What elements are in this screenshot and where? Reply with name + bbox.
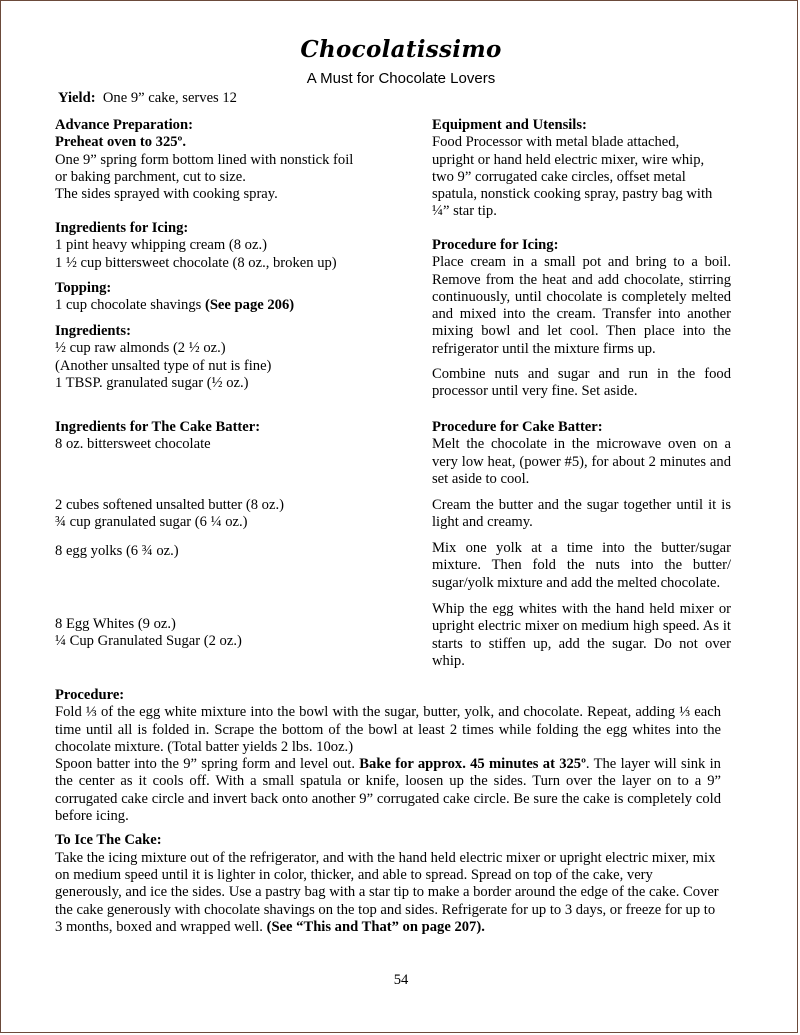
- yolk-step: [432, 540, 731, 592]
- advance-line: One 9” spring form bottom lined with nonstick foil: [55, 151, 354, 168]
- cream-step-text: Cream the butter and the sugar together until it is light and creamy.: [432, 497, 731, 531]
- batter-ingredients-heading: Ingredients for The Cake Batter:: [55, 419, 261, 435]
- procedure-heading: Procedure:: [55, 687, 125, 703]
- ingredients-heading: Ingredients:: [55, 323, 131, 339]
- procedure-icing-section: [432, 237, 731, 358]
- yield-line: [58, 90, 237, 107]
- to-ice-step: [55, 850, 721, 936]
- ingredient-line: 8 oz. bittersweet chocolate: [55, 436, 211, 453]
- ingredient-line: 8 egg yolks (6 ¾ oz.): [55, 543, 179, 559]
- whip-step-text: Whip the egg whites with the hand held mixer or upright electric mixer on medium high speed. As it starts to stiffen up, add the sugar. Do not over whip.: [432, 601, 731, 669]
- equipment-heading: Equipment and Utensils:: [432, 117, 587, 133]
- fold-step-text: Fold ⅓ of the egg white mixture into the bowl with the sugar, butter, yolk, and chocolate. Repeat, adding ⅓ each time until all is folded in. Scrape the bottom of the bowl at least 2 times while folding the egg whites into the chocolate mixture. (Total batter yields 2 lbs. 10oz.): [55, 704, 721, 755]
- cream-step: [432, 497, 731, 532]
- equipment-section: [432, 117, 731, 221]
- yield-value: One 9” cake, serves 12: [102, 90, 237, 106]
- egg-yolks-ingredient: [55, 543, 415, 560]
- egg-whites-ingredients: [55, 616, 415, 651]
- icing-ingredients-heading: Ingredients for Icing:: [55, 220, 189, 236]
- topping-page-reference: (See page 206): [204, 297, 295, 314]
- nuts-step-text: Combine nuts and sugar and run in the food processor until very fine. Set aside.: [432, 366, 731, 400]
- to-ice-heading: To Ice The Cake:: [55, 832, 162, 849]
- topping-line: [55, 297, 415, 314]
- ingredient-line: 2 cubes softened unsalted butter (8 oz.): [55, 497, 284, 513]
- whip-step: [432, 601, 731, 670]
- procedure-batter-heading: Procedure for Cake Batter:: [432, 419, 603, 435]
- ingredient-line: 1 pint heavy whipping cream (8 oz.): [55, 237, 267, 254]
- to-ice-page-reference: (See “This and That” on page 207).: [266, 918, 485, 935]
- butter-sugar-ingredients: [55, 497, 415, 532]
- to-ice-text: Take the icing mixture out of the refrigerator, and with the hand held electric mixer or upright electric mixer, mix on medium speed until it is lighter in color, thicker, and able to spread. Spread on top of the cake, very generously, and ice the sides. Use a pastry bag with a star tip to make a border around the edge of the cake. Cover the cake generously with chocolate shavings on the top and sides. Refrigerate for up to 3 days, or freeze for up to 3 months, boxed and wrapped well.: [55, 849, 719, 935]
- yolk-step-text: Mix one yolk at a time into the butter/sugar mixture. Then fold the nuts into the butter/ sugar/yolk mixture and add the melted chocolate.: [432, 540, 731, 591]
- procedure-batter-section: [432, 419, 731, 488]
- ingredient-line: 8 Egg Whites (9 oz.): [55, 616, 176, 632]
- melt-step-text: Melt the chocolate in the microwave oven on a very low heat, (power #5), for about 2 minutes and set aside to cool.: [432, 436, 731, 487]
- ingredients-section: [55, 323, 415, 392]
- bake-instruction: Bake for approx. 45 minutes at 325º: [359, 756, 586, 773]
- bake-step: [55, 756, 721, 825]
- advance-line: The sides sprayed with cooking spray.: [55, 186, 278, 203]
- topping-text: 1 cup chocolate shavings: [55, 297, 205, 314]
- batter-ingredients-section: [55, 419, 415, 454]
- icing-ingredients-section: [55, 220, 415, 272]
- procedure-icing-text: Place cream in a small pot and bring to a boil. Remove from the heat and add chocolate, stirring continuously, until chocolate is completely melted and mixed into the cream. Transfer into another mixing bowl and let cool. Then place into the refrigerator until the mixture firms up.: [432, 254, 731, 357]
- topping-section: [55, 280, 415, 315]
- equipment-line: Food Processor with metal blade attached,: [432, 134, 680, 151]
- after-bake-text: . The layer will sink in the center as it cools off. With a small spatula or knife, loosen up the sides. Turn over the layer on to a 9” corrugated cake circle and invert back onto another 9” corrugated cake circle. Be sure the cake is completely cold before icing.: [55, 756, 721, 825]
- ingredient-line: ¼ Cup Granulated Sugar (2 oz.): [55, 633, 242, 650]
- spoon-text: Spoon batter into the 9” spring form and level out.: [55, 756, 360, 773]
- advance-line: or baking parchment, cut to size.: [55, 168, 246, 185]
- page-number: 54: [393, 972, 409, 988]
- equipment-line: ¼” star tip.: [432, 203, 497, 220]
- preheat-line: Preheat oven to 325º.: [55, 134, 187, 151]
- equipment-line: spatula, nonstick cooking spray, pastry bag with: [432, 186, 713, 203]
- ingredient-line: 1 TBSP. granulated sugar (½ oz.): [55, 374, 249, 391]
- ingredient-line: (Another unsalted type of nut is fine): [55, 357, 272, 374]
- recipe-subtitle: A Must for Chocolate Lovers: [306, 70, 496, 87]
- ingredient-line: 1 ½ cup bittersweet chocolate (8 oz., broken up): [55, 254, 337, 271]
- advance-preparation-heading: Advance Preparation:: [55, 117, 193, 133]
- advance-preparation-section: [55, 117, 415, 203]
- procedure-icing-heading: Procedure for Icing:: [432, 237, 559, 253]
- procedure-section: [55, 687, 721, 936]
- topping-heading: Topping:: [55, 280, 112, 296]
- yield-label: Yield:: [58, 90, 96, 106]
- ingredient-line: ¾ cup granulated sugar (6 ¼ oz.): [55, 514, 248, 531]
- equipment-line: two 9” corrugated cake circles, offset metal: [432, 168, 686, 185]
- recipe-title: Chocolatissimo: [300, 36, 502, 63]
- ingredient-line: ½ cup raw almonds (2 ½ oz.): [55, 340, 226, 357]
- nuts-step: [432, 366, 731, 401]
- equipment-line: upright or hand held electric mixer, wire whip,: [432, 151, 705, 168]
